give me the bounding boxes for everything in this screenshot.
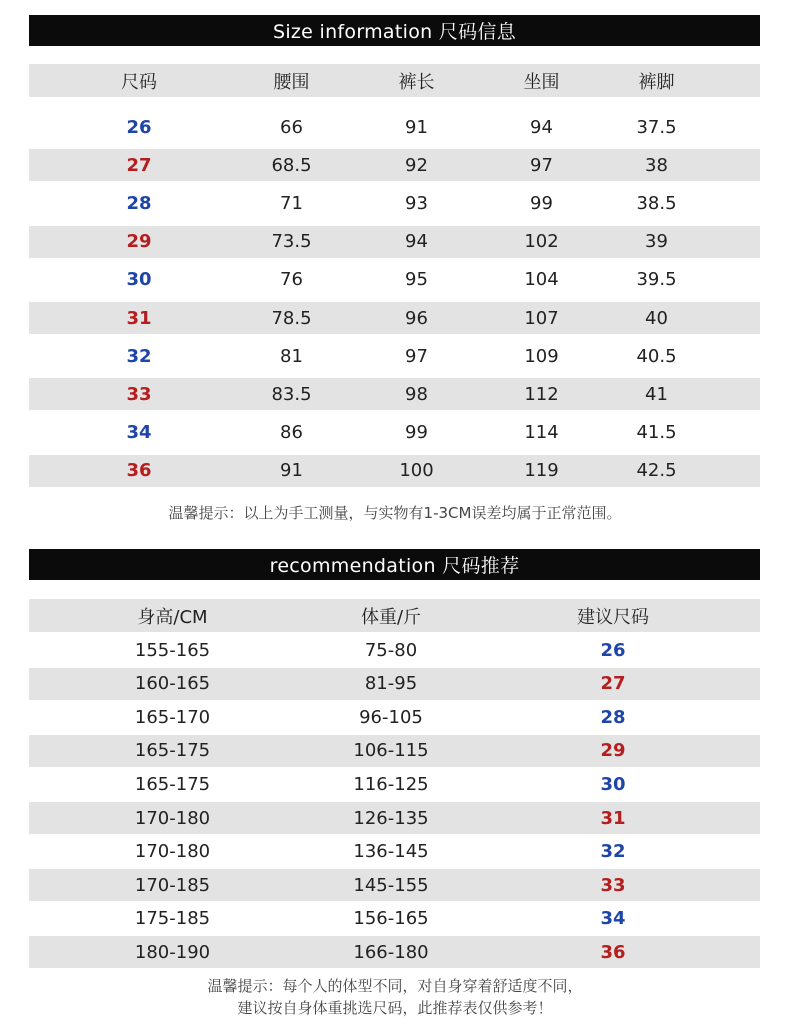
size-info-title-bar: [29, 15, 760, 46]
length-cell: 92: [405, 154, 428, 176]
rec-table-row: [29, 768, 760, 800]
rec-note-line1: 温馨提示：每个人的体型不同，对自身穿着舒适度不同，: [207, 977, 583, 995]
waist-cell: 91: [280, 460, 303, 482]
height-cell: 175-185: [134, 908, 211, 930]
size-cell: 26: [126, 116, 152, 138]
rec-table-row: [29, 903, 760, 935]
waist-cell: 76: [280, 269, 303, 291]
size-table-row: [29, 302, 760, 334]
leg-opening-cell: 38.5: [636, 192, 677, 214]
header-leg-opening: 裤脚: [638, 71, 675, 93]
weight-cell: 166-180: [353, 941, 429, 963]
size-cell: 28: [126, 192, 152, 214]
waist-cell: 73.5: [271, 231, 312, 253]
rec-table-header: [29, 599, 760, 632]
waist-cell: 83.5: [271, 383, 312, 405]
weight-cell: 156-165: [353, 908, 429, 930]
recommended-size-cell: 30: [600, 773, 626, 795]
rec-table-row: [29, 802, 760, 834]
recommended-size-cell: 28: [600, 706, 626, 728]
height-cell: 165-175: [134, 740, 211, 762]
size-note: 温馨提示：以上为手工测量，与实物有1-3CM误差均属于正常范围。: [168, 504, 622, 522]
header-weight: 体重/斤: [360, 606, 422, 628]
height-cell: 160-165: [134, 673, 211, 695]
hip-cell: 112: [524, 383, 559, 405]
rec-table-row: [29, 735, 760, 767]
rec-table-row: [29, 701, 760, 733]
hip-cell: 102: [524, 231, 559, 253]
size-cell: 34: [126, 422, 152, 444]
header-height: 身高/CM: [137, 606, 208, 628]
waist-cell: 66: [280, 116, 303, 138]
leg-opening-cell: 39: [645, 231, 668, 253]
waist-cell: 86: [280, 422, 303, 444]
hip-cell: 94: [530, 116, 553, 138]
recommendation-title: recommendation 尺码推荐: [269, 555, 520, 577]
height-cell: 170-185: [134, 874, 211, 896]
weight-cell: 81-95: [364, 673, 418, 695]
leg-opening-cell: 39.5: [636, 269, 677, 291]
length-cell: 99: [405, 422, 428, 444]
height-cell: 180-190: [134, 941, 211, 963]
height-cell: 165-175: [134, 773, 211, 795]
weight-cell: 96-105: [359, 706, 423, 728]
recommended-size-cell: 26: [600, 639, 626, 661]
hip-cell: 104: [524, 269, 559, 291]
length-cell: 94: [405, 231, 428, 253]
size-cell: 27: [126, 154, 152, 176]
header-length: 裤长: [398, 71, 435, 93]
hip-cell: 109: [524, 345, 559, 367]
length-cell: 100: [399, 460, 434, 482]
hip-cell: 99: [530, 192, 553, 214]
weight-cell: 126-135: [353, 807, 429, 829]
hip-cell: 119: [524, 460, 559, 482]
waist-cell: 78.5: [271, 307, 312, 329]
recommended-size-cell: 29: [600, 740, 626, 762]
rec-table-row: [29, 634, 760, 666]
leg-opening-cell: 40: [645, 307, 668, 329]
size-cell: 32: [126, 345, 152, 367]
weight-cell: 116-125: [353, 773, 429, 795]
recommended-size-cell: 34: [600, 908, 626, 930]
size-info-title: Size information 尺码信息: [272, 21, 517, 43]
recommended-size-cell: 36: [600, 941, 626, 963]
size-table-row: [29, 264, 760, 296]
leg-opening-cell: 37.5: [636, 116, 677, 138]
rec-table-row: [29, 668, 760, 700]
recommended-size-cell: 27: [600, 673, 626, 695]
weight-cell: 145-155: [353, 874, 429, 896]
rec-table-row: [29, 869, 760, 901]
size-table-row: [29, 378, 760, 410]
length-cell: 96: [405, 307, 428, 329]
length-cell: 93: [405, 192, 428, 214]
recommended-size-cell: 33: [600, 874, 626, 896]
rec-table-row: [29, 936, 760, 968]
size-cell: 31: [126, 307, 152, 329]
height-cell: 170-180: [134, 807, 211, 829]
size-cell: 29: [126, 231, 152, 253]
hip-cell: 107: [524, 307, 559, 329]
length-cell: 91: [405, 116, 428, 138]
recommendation-title-bar: [29, 549, 760, 580]
height-cell: 170-180: [134, 841, 211, 863]
length-cell: 97: [405, 345, 428, 367]
size-cell: 36: [126, 460, 152, 482]
hip-cell: 97: [530, 154, 553, 176]
leg-opening-cell: 41: [645, 383, 668, 405]
rec-note-line2: 建议按自身体重挑选尺码，此推荐表仅供参考！: [237, 999, 553, 1017]
header-size: 尺码: [121, 71, 157, 93]
waist-cell: 71: [280, 192, 303, 214]
size-table-header: [29, 64, 760, 97]
length-cell: 95: [405, 269, 428, 291]
weight-cell: 75-80: [364, 639, 418, 661]
header-hip: 坐围: [523, 71, 560, 93]
height-cell: 155-165: [134, 639, 211, 661]
size-cell: 30: [126, 269, 152, 291]
recommended-size-cell: 32: [600, 841, 626, 863]
size-table-row: [29, 226, 760, 258]
size-table-row: [29, 340, 760, 372]
weight-cell: 136-145: [353, 841, 429, 863]
leg-opening-cell: 40.5: [636, 345, 677, 367]
size-table-row: [29, 187, 760, 219]
hip-cell: 114: [524, 422, 559, 444]
size-table-row: [29, 417, 760, 449]
size-table-row: [29, 455, 760, 487]
waist-cell: 81: [280, 345, 303, 367]
size-table-row: [29, 149, 760, 181]
leg-opening-cell: 42.5: [636, 460, 677, 482]
header-waist: 腰围: [273, 71, 310, 93]
length-cell: 98: [405, 383, 428, 405]
size-table-row: [29, 111, 760, 143]
height-cell: 165-170: [134, 706, 211, 728]
header-recommended-size: 建议尺码: [577, 606, 649, 628]
rec-table-row: [29, 836, 760, 868]
waist-cell: 68.5: [271, 154, 312, 176]
recommended-size-cell: 31: [600, 807, 626, 829]
weight-cell: 106-115: [353, 740, 429, 762]
size-cell: 33: [126, 383, 152, 405]
leg-opening-cell: 41.5: [636, 422, 677, 444]
leg-opening-cell: 38: [645, 154, 668, 176]
